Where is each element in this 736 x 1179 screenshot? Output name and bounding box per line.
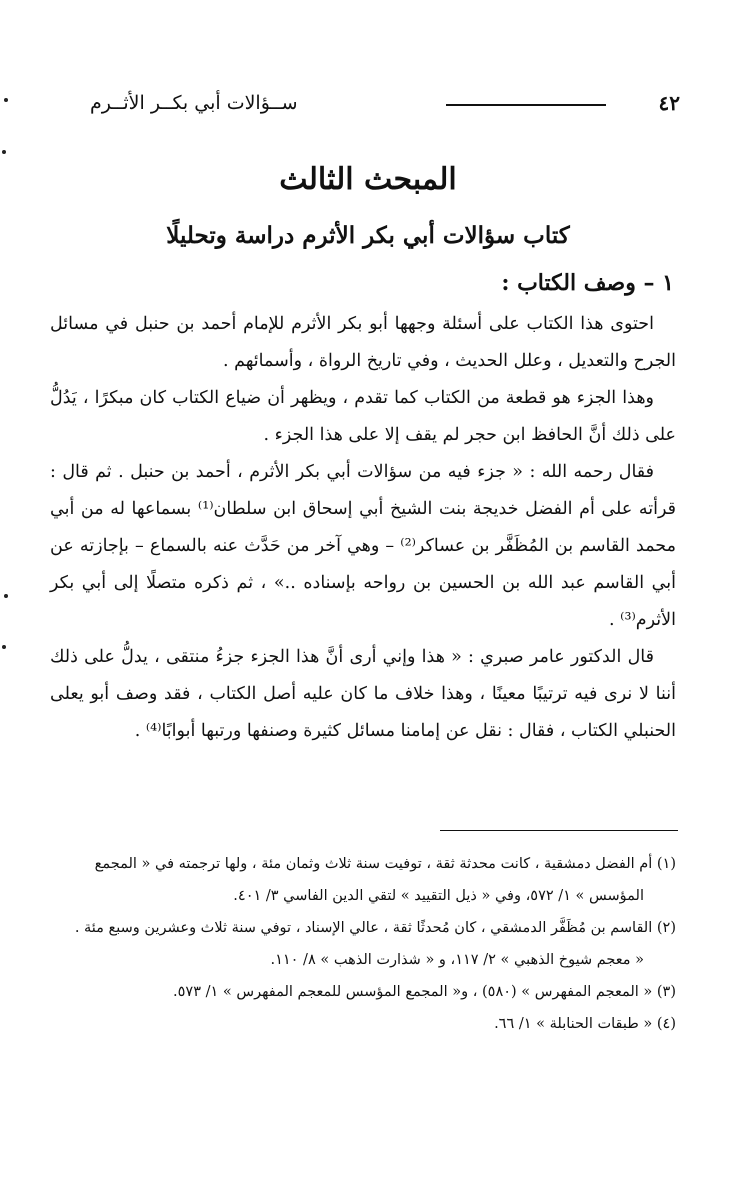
margin-mark <box>2 645 6 649</box>
section-subtitle: كتاب سؤالات أبي بكر الأثرم دراسة وتحليلًا <box>166 222 570 249</box>
margin-mark <box>2 150 6 154</box>
footnote-continuation: المؤسس » ١/ ٥٧٢، وفي « ذيل التقييد » لتقي الدين الفاسي ٣/ ٤٠١. <box>233 888 644 904</box>
paragraph: وهذا الجزء هو قطعة من الكتاب كما تقدم ، ويظهر أن ضياع الكتاب كان مبكرًا ، يَدُلُّ على ذلك أنَّ الحافظ ابن حجر لم يقف إلا على هذا الجزء . <box>50 388 676 445</box>
running-title: ســؤالات أبي بكــر الأثــرم <box>90 92 298 114</box>
footnote-continuation: « معجم شيوخ الذهبي » ٢/ ١١٧، و « شذارت الذهب » ٨/ ١١٠. <box>270 952 644 968</box>
header-rule <box>446 104 606 106</box>
body-text <box>50 306 676 750</box>
footnote: (١) أم الفضل دمشقية ، كانت محدثة ثقة ، توفيت سنة ثلاث وثمان مئة ، ولها ترجمته في « المجمع <box>94 856 676 872</box>
footnote: (٤) « طبقات الحنابلة » ١/ ٦٦. <box>494 1016 676 1032</box>
paragraph: قال الدكتور عامر صبري : « هذا وإني أرى أنَّ هذا الجزء جزءُ منتقى ، يدلُّ على ذلك أننا لا نرى فيه ترتيبًا معينًا ، وهذا خلاف ما كان عليه أصل الكتاب ، فقد وصف أبو يعلى الحنبلي الكتاب ، فقال : نقل عن إمامنا مسائل كثيرة وصنفها ورتبها أبوابًا⁽⁴⁾ . <box>50 647 676 741</box>
paragraph: فقال رحمه الله : « جزء فيه من سؤالات أبي بكر الأثرم ، أحمد بن حنبل . ثم قال : قرأته على أم الفضل خديجة بنت الشيخ أبي إسحاق ابن سلطان⁽¹⁾ بسماعها له من أبي محمد القاسم بن المُظَفَّر بن عساكر⁽²⁾ – وهي آخر من حَدَّث عنه بالسماع – بإجازته عن أبي القاسم عبد الله بن الحسين بن رواحه بإسناده ..» ، ثم ذكره متصلًا إلى أبي بكر الأثرم⁽³⁾ . <box>50 462 676 630</box>
subheading-book-description: ١ – وصف الكتاب : <box>501 270 674 296</box>
footnote-separator <box>440 830 678 831</box>
page-number: ٤٢ <box>658 91 680 115</box>
margin-mark <box>4 98 8 102</box>
running-header <box>80 88 680 118</box>
paragraph: احتوى هذا الكتاب على أسئلة وجهها أبو بكر الأثرم للإمام أحمد بن حنبل في مسائل الجرح والتعديل ، وعلل الحديث ، وفي تاريخ الرواة ، وأسمائهم . <box>50 314 676 371</box>
footnote: (٣) « المعجم المفهرس » (٥٨٠) ، و« المجمع المؤسس للمعجم المفهرس » ١/ ٥٧٣. <box>173 984 676 1000</box>
footnotes <box>36 848 676 1040</box>
section-heading: المبحث الثالث <box>279 162 457 197</box>
margin-mark <box>4 594 8 598</box>
footnote: (٢) القاسم بن مُظَفَّر الدمشقي ، كان مُحدثًا ثقة ، عالي الإسناد ، توفي سنة ثلاث وعشرين وسبع مئة . <box>74 920 676 936</box>
